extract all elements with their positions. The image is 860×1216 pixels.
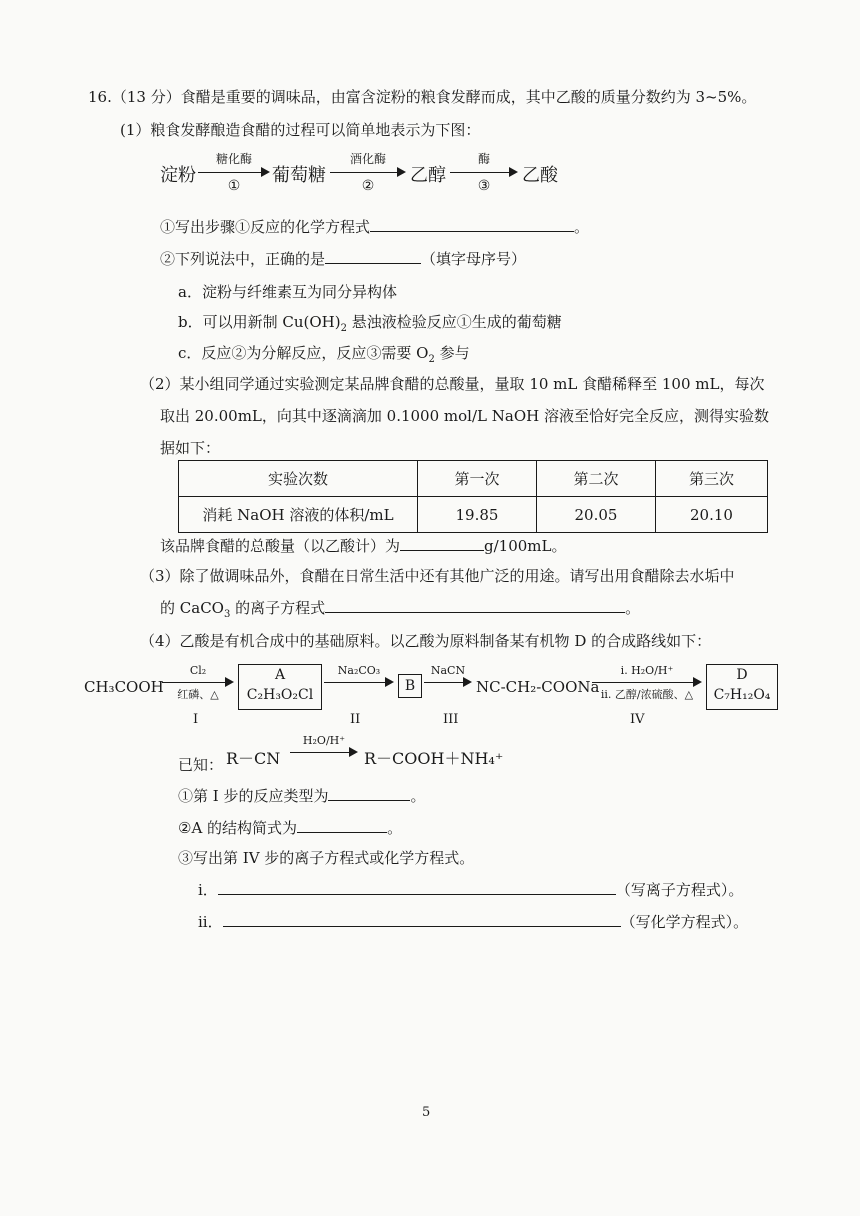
answer-blank-structure-a[interactable] (297, 816, 387, 833)
part1-q2-hint: （填字母序号） (421, 250, 527, 268)
compound-a-label: A (274, 667, 286, 683)
titration-table (178, 460, 768, 533)
option-b (178, 311, 562, 333)
synth-arrow-4 (592, 664, 702, 704)
known-condition: H₂O/H⁺ (302, 734, 346, 747)
option-c-pre: c．反应②为分解反应，反应③需要 O (178, 344, 429, 362)
table-header: 实验次数 (179, 461, 418, 497)
part4-q1-text: ①第 I 步的反应类型为 (178, 787, 329, 805)
synth-intermediate: NC-CH₂-COONa (476, 678, 600, 696)
table-cell: 20.05 (537, 497, 656, 533)
period: 。 (574, 218, 590, 236)
compound-b-box: B (398, 674, 422, 698)
part3-line2 (160, 596, 640, 619)
question-16-header: 16.（13 分）食醋是重要的调味品，由富含淀粉的粮食发酵而成，其中乙酸的质量分数约为 3~5%。 (88, 88, 757, 106)
known-reactant: R－CN (226, 749, 281, 768)
part4-q3-i-hint: （写离子方程式）。 (615, 881, 744, 899)
option-a: a．淀粉与纤维素互为同分异构体 (178, 283, 397, 301)
flow-ethanol: 乙醇 (410, 165, 446, 186)
part4-q2-text: ②A 的结构简式为 (178, 819, 298, 837)
step-label-1: I (193, 712, 199, 727)
answer-blank-reaction-type[interactable] (328, 784, 410, 801)
part4-q3-i (198, 878, 743, 901)
option-c-post: 参与 (434, 344, 470, 362)
step-label-2: II (350, 712, 361, 727)
answer-blank-choice[interactable] (325, 247, 421, 264)
period: 。 (625, 599, 641, 617)
table-cell: 19.85 (418, 497, 537, 533)
flow-arrow-3 (450, 150, 518, 200)
part1-q2 (160, 247, 526, 270)
option-b-sub: 2 (340, 323, 347, 334)
part4-q1 (178, 784, 425, 807)
option-b-post: 悬浊液检验反应①生成的葡萄糖 (346, 313, 562, 331)
synth-arrow-2-reagent: Na₂CO₃ (337, 664, 381, 677)
part4-q3: ③写出第 IV 步的离子方程式或化学方程式。 (178, 849, 475, 867)
part3-line2-post: 的离子方程式 (230, 599, 326, 617)
part2-answer-unit: g/100mL。 (484, 537, 567, 555)
answer-blank-chemical-equation-iv[interactable] (223, 910, 621, 927)
part3-line2-pre: 的 CaCO (160, 599, 224, 617)
period: 。 (387, 819, 403, 837)
part3-line1: （3）除了做调味品外，食醋在日常生活中还有其他广泛的用途。请写出用食醋除去水垢中 (140, 567, 735, 585)
flow-arrow-2 (330, 150, 406, 200)
compound-d-box (706, 664, 778, 710)
table-row (179, 497, 768, 533)
part2-answer-text: 该品牌食醋的总酸量（以乙酸计）为 (160, 537, 401, 555)
synth-arrow-3-reagent: NaCN (430, 664, 466, 677)
part2-answer (160, 534, 567, 557)
known-arrow (290, 734, 358, 770)
part1-q1 (160, 215, 589, 238)
known-label: 已知： (178, 756, 224, 774)
synth-arrow-2 (324, 664, 394, 704)
part4-q3-ii-label: ii． (198, 913, 223, 931)
part2-line3: 据如下： (160, 439, 221, 457)
flow-arrow-1 (198, 150, 270, 200)
compound-d-label: D (736, 667, 748, 683)
part1-q2-text: ②下列说法中，正确的是 (160, 250, 326, 268)
flow-glucose: 葡萄糖 (272, 165, 326, 186)
option-c (178, 342, 470, 364)
flow-arrow-3-label: 酶 (477, 152, 490, 166)
part2-line1: （2）某小组同学通过实验测定某品牌食醋的总酸量，量取 10 mL 食醋稀释至 100 mL，每次 (140, 375, 765, 393)
synth-arrow-4-step-i: i. H₂O/H⁺ (620, 664, 674, 677)
part4-q2 (178, 816, 402, 839)
part1-q1-text: ①写出步骤①反应的化学方程式 (160, 218, 371, 236)
part2-line2: 取出 20.00mL，向其中逐滴滴加 0.1000 mol/L NaOH 溶液至恰好完全反应，测得实验数 (160, 407, 769, 425)
answer-blank-acidity[interactable] (400, 534, 484, 551)
page-number: 5 (422, 1105, 431, 1120)
synth-arrow-1-condition: 红磷、△ (177, 688, 219, 701)
synth-arrow-1 (162, 664, 234, 704)
answer-blank-ionic-equation-iv[interactable] (218, 878, 616, 895)
part4-q3-ii-hint: （写化学方程式）。 (620, 913, 749, 931)
known-products: R－COOH＋NH₄⁺ (364, 749, 504, 768)
flow-arrow-1-label: 糖化酶 (215, 152, 252, 166)
table-row-label: 消耗 NaOH 溶液的体积/mL (179, 497, 418, 533)
part3-line2-sub: 3 (223, 609, 231, 620)
table-header: 第二次 (537, 461, 656, 497)
step-label-3: III (443, 712, 459, 727)
synth-start: CH₃COOH (84, 678, 164, 696)
synth-arrow-4-step-ii: ii. 乙醇/浓硫酸、△ (600, 688, 694, 701)
option-b-pre: b．可以用新制 Cu(OH) (178, 313, 341, 331)
table-cell: 20.10 (656, 497, 768, 533)
period: 。 (410, 787, 426, 805)
part1-intro: (1）粮食发酵酿造食醋的过程可以简单地表示为下图： (120, 121, 481, 139)
answer-blank-ionic-equation[interactable] (325, 596, 625, 613)
flow-acetic-acid: 乙酸 (522, 165, 558, 186)
flow-starch: 淀粉 (160, 165, 196, 186)
compound-d-formula: C₇H₁₂O₄ (713, 687, 771, 703)
synth-arrow-3 (424, 664, 472, 704)
flow-arrow-3-step: ③ (477, 178, 491, 194)
compound-a-box (238, 664, 322, 710)
option-c-sub: 2 (428, 354, 435, 365)
table-header: 第三次 (656, 461, 768, 497)
step-label-4: IV (630, 712, 645, 727)
flow-arrow-2-step: ② (361, 178, 375, 194)
synth-arrow-1-reagent: Cl₂ (189, 664, 207, 677)
flow-arrow-1-step: ① (227, 178, 241, 194)
answer-blank-equation-1[interactable] (370, 215, 574, 232)
table-header: 第一次 (418, 461, 537, 497)
table-header-row (179, 461, 768, 497)
compound-a-formula: C₂H₃O₂Cl (246, 687, 314, 703)
flow-arrow-2-label: 酒化酶 (349, 152, 386, 166)
part4-line1: （4）乙酸是有机合成中的基础原料。以乙酸为原料制备某有机物 D 的合成路线如下： (140, 632, 712, 650)
part4-q3-i-label: i． (198, 881, 218, 899)
part4-q3-ii (198, 910, 748, 933)
